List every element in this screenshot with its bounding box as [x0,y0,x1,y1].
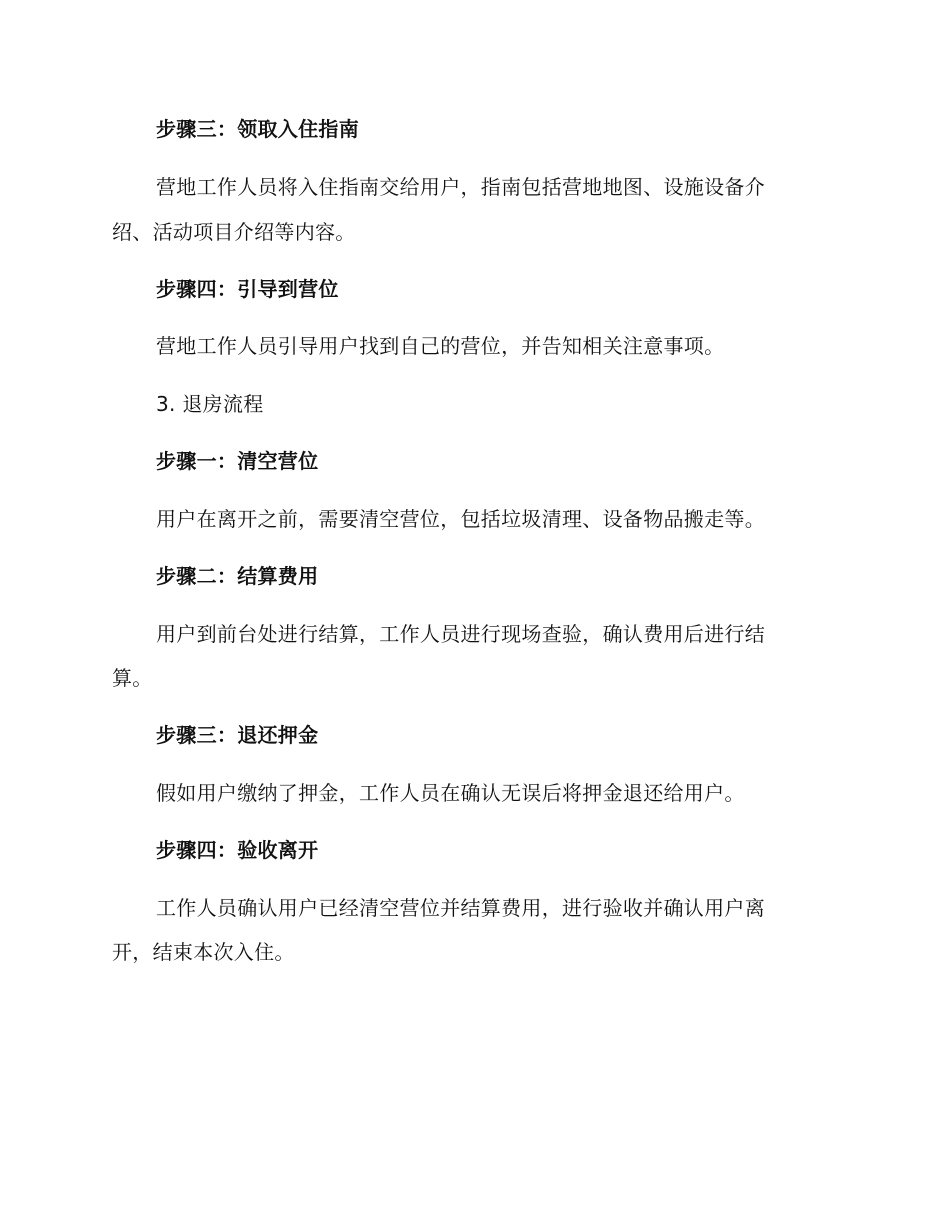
step4-checkin-paragraph: 营地工作人员引导用户找到自己的营位，并告知相关注意事项。 [156,334,725,358]
step3-checkout-heading: 步骤三：退还押金 [156,723,319,747]
step4-checkout-paragraph-line-2: 开，结束本次入住。 [112,940,295,964]
step3-checkout-paragraph: 假如用户缴纳了押金，工作人员在确认无误后将押金退还给用户。 [156,781,745,805]
step3-checkin-paragraph-line-1: 营地工作人员将入住指南交给用户，指南包括营地地图、设施设备介 [156,175,765,199]
step2-checkout-paragraph-line-2: 算。 [112,666,153,690]
step3-checkin-paragraph-line-2: 绍、活动项目介绍等内容。 [112,220,356,244]
step4-checkout-heading: 步骤四：验收离开 [156,838,319,862]
step2-checkout-heading: 步骤二：结算费用 [156,564,319,588]
step4-checkout-paragraph-line-1: 工作人员确认用户已经清空营位并结算费用，进行验收并确认用户离 [156,896,765,920]
step3-checkin-heading: 步骤三：领取入住指南 [156,117,359,141]
step2-checkout-paragraph-line-1: 用户到前台处进行结算，工作人员进行现场查验，确认费用后进行结 [156,622,765,646]
step1-checkout-heading: 步骤一：清空营位 [156,449,319,473]
section-heading-checkout: 3. 退房流程 [156,392,264,416]
step1-checkout-paragraph: 用户在离开之前，需要清空营位，包括垃圾清理、设备物品搬走等。 [156,507,765,531]
step4-checkin-heading: 步骤四：引导到营位 [156,277,339,301]
